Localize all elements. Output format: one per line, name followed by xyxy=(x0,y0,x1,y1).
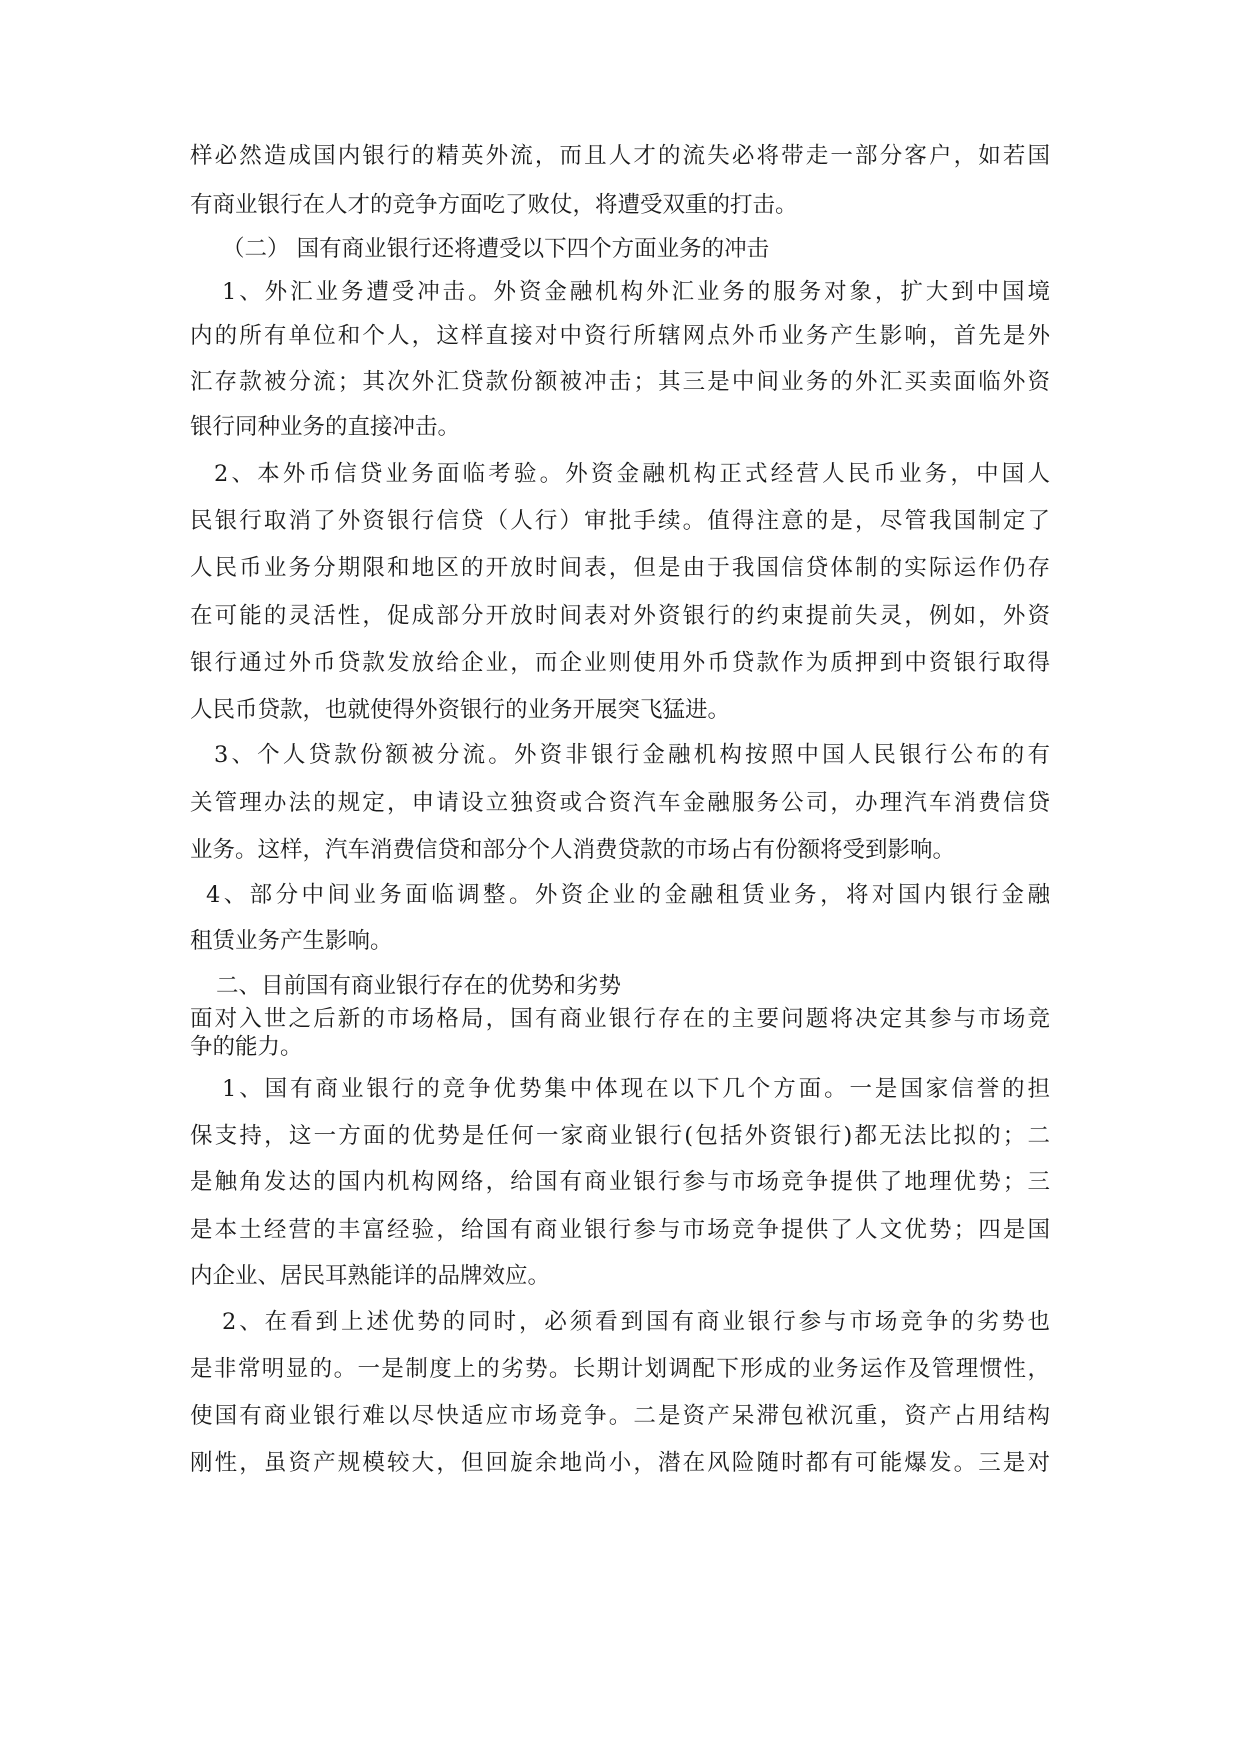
text-line: 样必然造成国内银行的精英外流，而且人才的流失必将带走一部分客户，如若国 xyxy=(190,143,1050,169)
text-line: 4、部分中间业务面临调整。外资企业的金融租赁业务，将对国内银行金融 xyxy=(206,882,1050,908)
text-line: 是触角发达的国内机构网络，给国有商业银行参与市场竞争提供了地理优势；三 xyxy=(190,1169,1050,1195)
text-line: 业务。这样，汽车消费信贷和部分个人消费贷款的市场占有份额将受到影响。 xyxy=(190,837,956,863)
text-line: 民银行取消了外资银行信贷（人行）审批手续。值得注意的是，尽管我国制定了 xyxy=(190,508,1050,534)
text-line: 汇存款被分流；其次外汇贷款份额被冲击；其三是中间业务的外汇买卖面临外资 xyxy=(190,369,1050,395)
text-line: 使国有商业银行难以尽快适应市场竞争。二是资产呆滞包袱沉重，资产占用结构 xyxy=(190,1403,1050,1429)
text-line: 银行同种业务的直接冲击。 xyxy=(190,414,461,440)
text-line: 内的所有单位和个人，这样直接对中资行所辖网点外币业务产生影响，首先是外 xyxy=(190,323,1050,349)
text-line: 人民币贷款，也就使得外资银行的业务开展突飞猛进。 xyxy=(190,697,731,723)
text-line: 面对入世之后新的市场格局，国有商业银行存在的主要问题将决定其参与市场竞 xyxy=(190,1006,1050,1032)
text-line: 是非常明显的。一是制度上的劣势。长期计划调配下形成的业务运作及管理惯性， xyxy=(190,1356,1050,1382)
text-line: 3、个人贷款份额被分流。外资非银行金融机构按照中国人民银行公布的有 xyxy=(214,742,1050,768)
text-line: 租赁业务产生影响。 xyxy=(190,928,393,954)
text-line: 关管理办法的规定，申请设立独资或合资汽车金融服务公司，办理汽车消费信贷 xyxy=(190,790,1050,816)
text-line: 人民币业务分期限和地区的开放时间表，但是由于我国信贷体制的实际运作仍存 xyxy=(190,555,1050,581)
text-line: 刚性，虽资产规模较大，但回旋余地尚小，潜在风险随时都有可能爆发。三是对 xyxy=(190,1450,1050,1476)
text-line: 2、本外币信贷业务面临考验。外资金融机构正式经营人民币业务，中国人 xyxy=(214,461,1050,487)
section-heading: （二） 国有商业银行还将遭受以下四个方面业务的冲击 xyxy=(222,236,770,262)
text-line: 有商业银行在人才的竞争方面吃了败仗，将遭受双重的打击。 xyxy=(190,192,798,218)
text-line: 是本土经营的丰富经验，给国有商业银行参与市场竞争提供了人文优势；四是国 xyxy=(190,1217,1050,1243)
text-line: 银行通过外币贷款发放给企业，而企业则使用外币贷款作为质押到中资银行取得 xyxy=(190,650,1050,676)
text-line: 在可能的灵活性，促成部分开放时间表对外资银行的约束提前失灵，例如，外资 xyxy=(190,603,1050,629)
section-heading: 二、目前国有商业银行存在的优势和劣势 xyxy=(216,973,622,999)
text-line: 2、在看到上述优势的同时，必须看到国有商业银行参与市场竞争的劣势也 xyxy=(222,1309,1050,1335)
text-line: 1、外汇业务遭受冲击。外资金融机构外汇业务的服务对象，扩大到中国境 xyxy=(222,279,1050,305)
text-line: 内企业、居民耳熟能详的品牌效应。 xyxy=(190,1263,551,1289)
text-line: 保支持，这一方面的优势是任何一家商业银行(包括外资银行)都无法比拟的；二 xyxy=(190,1123,1050,1149)
text-line: 争的能力。 xyxy=(190,1034,303,1060)
text-line: 1、国有商业银行的竞争优势集中体现在以下几个方面。一是国家信誉的担 xyxy=(222,1076,1050,1102)
